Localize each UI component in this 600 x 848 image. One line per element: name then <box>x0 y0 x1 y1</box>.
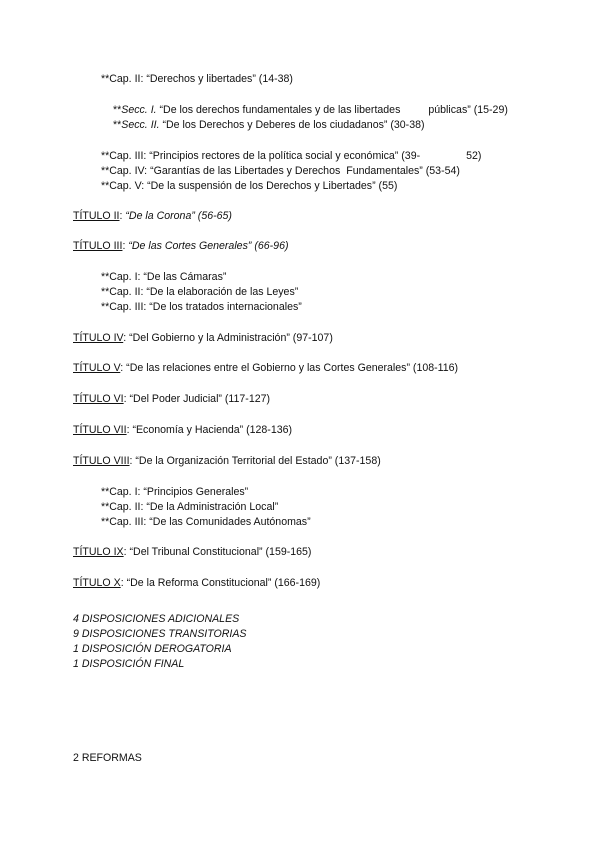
titulo-heading: TÍTULO IX <box>73 546 124 558</box>
cap-text: **Cap. II: “De la Administración Local” <box>101 501 279 513</box>
cap-text: **Cap. III: “De los tratados internacionales” <box>101 301 302 313</box>
cap-v-line <box>101 180 397 193</box>
titulo-x-line <box>73 577 320 590</box>
secc-text-end: públicas” (15-29) <box>428 104 508 116</box>
titulo-heading: TÍTULO VII <box>73 424 127 436</box>
titulo-text: : “De la Organización Territorial del Estado” (137-158) <box>129 455 381 467</box>
cap-iv-line <box>101 165 460 178</box>
disposicion-derogatoria: 1 DISPOSICIÓN DEROGATORIA <box>73 643 232 655</box>
cap-ii-leyes-line <box>101 286 298 299</box>
cap-i-principios-line <box>101 486 248 499</box>
cap-iii-comunidades-line <box>101 516 311 529</box>
secc-text: “De los Derechos y Deberes de los ciudadanos” (30-38) <box>159 119 425 131</box>
cap-text-end: 52) <box>466 150 482 162</box>
titulo-text: : “De las relaciones entre el Gobierno y las Cortes Generales” (108-116) <box>120 362 459 374</box>
cap-text: **Cap. IV: “Garantías de las Libertades y Derechos <box>101 165 341 177</box>
titulo-text: : “Economía y Hacienda” (128-136) <box>126 424 293 436</box>
secc-text: “De los derechos fundamentales y de las libertades <box>156 104 401 116</box>
cap-text: **Cap. I: “Principios Generales” <box>101 486 249 498</box>
secc-ii-line <box>113 119 425 132</box>
titulo-sep: : <box>122 240 129 252</box>
titulo-text: “De la Corona” (56-65) <box>125 210 232 222</box>
cap-text: **Cap. II: “De la elaboración de las Leyes” <box>101 286 299 298</box>
titulo-heading: TÍTULO VIII <box>73 455 130 467</box>
cap-text: **Cap. III: “Principios rectores de la política social y económica” (39- <box>101 150 421 162</box>
cap-text-end: Fundamentales” (53-54) <box>346 165 460 177</box>
cap-iii-line <box>101 150 481 163</box>
secc-label: Secc. I. <box>121 104 157 116</box>
cap-iii-tratados-line <box>101 301 302 314</box>
cap-ii-admin-local-line <box>101 501 278 514</box>
titulo-vii-line <box>73 424 292 437</box>
disposicion-final: 1 DISPOSICIÓN FINAL <box>73 658 185 670</box>
titulo-text: : “De la Reforma Constitucional” (166-169) <box>120 577 321 589</box>
cap-prefix: **Cap. II: “ <box>101 73 150 85</box>
titulo-iv-line <box>73 332 333 345</box>
titulo-ii-line <box>73 210 232 223</box>
secc-prefix: ** <box>113 119 122 131</box>
titulo-text: : “Del Tribunal Constitucional” (159-165) <box>123 546 312 558</box>
secc-prefix: ** <box>113 104 122 116</box>
titulo-heading: TÍTULO III <box>73 240 123 252</box>
titulo-text: : “Del Gobierno y la Administración” (97-107) <box>123 332 333 344</box>
titulo-ix-line <box>73 546 311 559</box>
titulo-heading: TÍTULO VI <box>73 393 124 405</box>
titulo-text: : “Del Poder Judicial” (117-127) <box>123 393 271 405</box>
cap-text: **Cap. I: “De las Cámaras” <box>101 271 227 283</box>
titulo-heading: TÍTULO X <box>73 577 121 589</box>
cap-text: Derechos y libertades” (14-38) <box>149 73 293 85</box>
disposiciones-transitorias: 9 DISPOSICIONES TRANSITORIAS <box>73 628 247 640</box>
titulo-v-line <box>73 362 458 375</box>
secc-i-line <box>113 104 508 117</box>
reformas-line: 2 REFORMAS <box>73 752 142 764</box>
cap-text: **Cap. III: “De las Comunidades Autónomas” <box>101 516 311 528</box>
titulo-sep: : <box>119 210 126 222</box>
titulo-viii-line <box>73 455 381 468</box>
secc-label: Secc. II. <box>121 119 160 131</box>
cap-ii-line <box>101 73 293 86</box>
titulo-vi-line <box>73 393 270 406</box>
cap-text: **Cap. V: “De la suspensión de los Derechos y Libertades” (55) <box>101 180 398 192</box>
titulo-iii-line <box>73 240 289 253</box>
disposiciones-adicionales: 4 DISPOSICIONES ADICIONALES <box>73 613 240 625</box>
titulo-heading: TÍTULO II <box>73 210 120 222</box>
titulo-text: “De las Cortes Generales” (66-96) <box>128 240 289 252</box>
titulo-heading: TÍTULO IV <box>73 332 124 344</box>
cap-i-camaras-line <box>101 271 226 284</box>
titulo-heading: TÍTULO V <box>73 362 121 374</box>
